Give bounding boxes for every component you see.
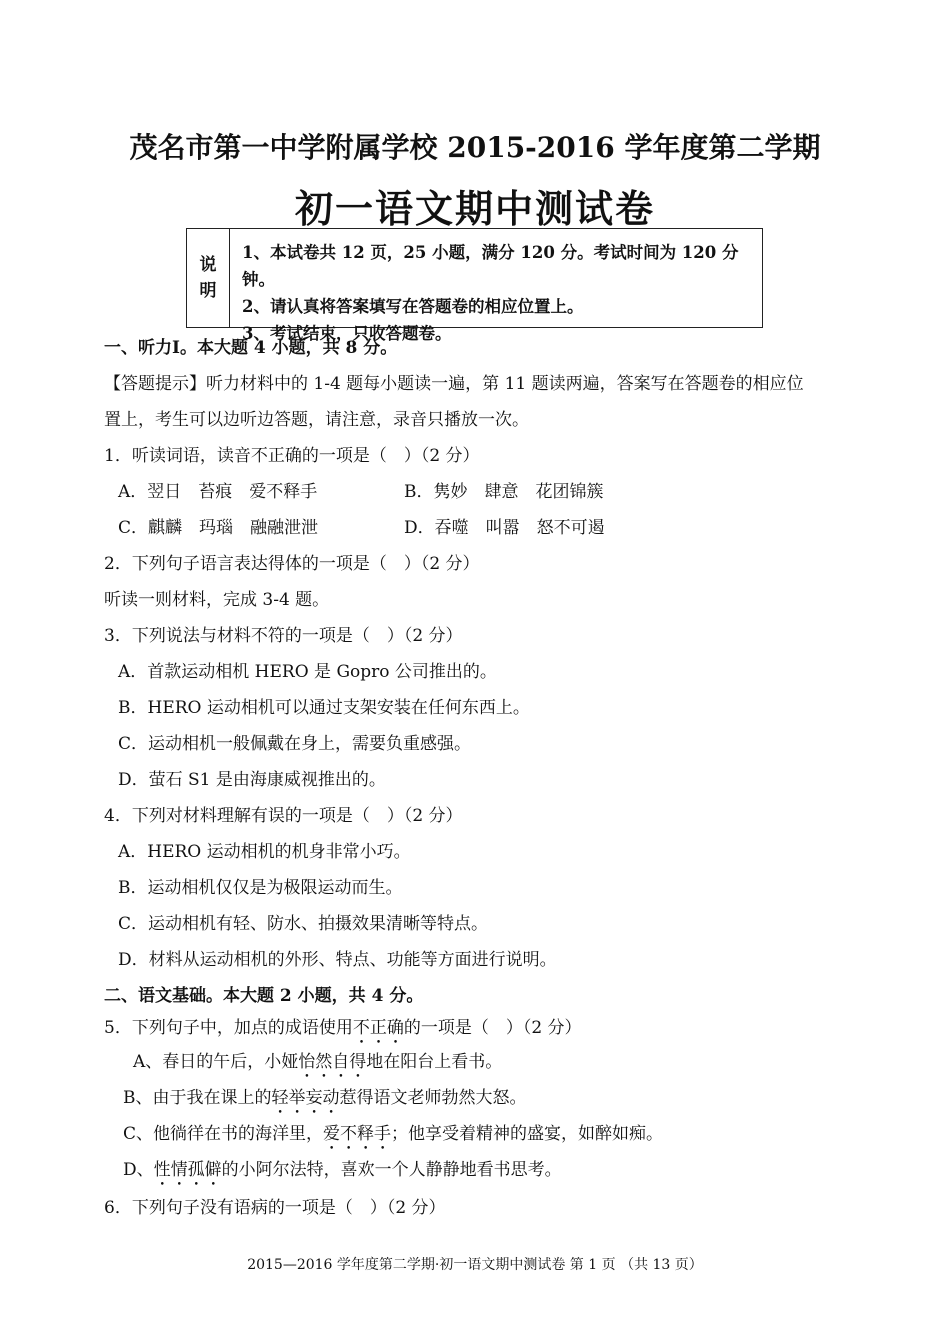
instruction-line-1: 1、本试卷共 12 页，25 小题，满分 120 分。考试时间为 120 分钟。 [242,243,739,289]
q4-option-b: B．运动相机仅仅是为极限运动而生。 [118,878,403,898]
material-note: 听读一则材料，完成 3-4 题。 [104,590,330,610]
instruction-line-3: 3、考试结束，只收答题卷。 [242,324,452,343]
q4-option-d: D．材料从运动相机的外形、特点、功能等方面进行说明。 [118,950,557,970]
q1-option-d: D．吞噬 叫嚣 怒不可遏 [404,518,605,538]
q5-b-pre: B、由于我在课上的 [123,1088,272,1108]
q5-option-a [133,1047,502,1082]
q5-stem-pre: 5．下列句子中，加点的成语使用 [104,1018,353,1038]
q5-stem-post: 的一项是（ ）（2 分） [403,1018,582,1038]
q5-a-dotted: 怡然自得 [298,1052,367,1072]
q1-option-a: A．翌日 苔痕 爱不释手 [118,482,318,502]
instructions-label-char1: 说 [199,255,217,275]
q5-a-post: 地在阳台上看书。 [366,1052,503,1072]
q3-option-d: D．萤石 S1 是由海康威视推出的。 [118,770,386,790]
q6-stem: 6．下列句子没有语病的一项是（ ）（2 分） [104,1198,446,1218]
q5-d-post: 的小阿尔法特，喜欢一个人静静地看书思考。 [221,1160,562,1180]
section1-heading: 一、听力Ⅰ。本大题 4 小题，共 8 分。 [104,338,398,358]
instructions-lines [230,229,762,343]
q5-option-c [123,1119,663,1154]
q5-b-post: 惹得语文老师勃然大怒。 [339,1088,527,1108]
exam-title-line2: 初一语文期中测试卷 [294,186,655,231]
q1-stem: 1．听读词语，读音不正确的一项是（ ）（2 分） [104,446,480,466]
q5-option-d [123,1155,562,1190]
instruction-line-2: 2、请认真将答案填写在答题卷的相应位置上。 [242,297,584,316]
q5-stem [104,1013,582,1048]
q5-d-pre: D、 [123,1160,154,1180]
q5-c-post: ；他享受着精神的盛宴，如醉如痴。 [391,1124,664,1144]
section1-tip-line1: 【答题提示】听力材料中的 1-4 题每小题读一遍，第 11 题读两遍，答案写在答题卷的相应位 [104,374,804,394]
q4-stem: 4．下列对材料理解有误的一项是（ ）（2 分） [104,806,463,826]
q5-c-dotted: 爱不释手 [323,1124,392,1144]
q3-option-c: C．运动相机一般佩戴在身上，需要负重感强。 [118,734,472,754]
q4-option-a: A．HERO 运动相机的机身非常小巧。 [118,842,411,862]
q1-option-c: C．麒麟 玛瑙 融融泄泄 [118,518,319,538]
exam-title-line1: 茂名市第一中学附属学校 2015-2016 学年度第二学期 [129,131,821,164]
section1-tip-line2: 置上，考生可以边听边答题，请注意，录音只播放一次。 [104,410,529,430]
page-footer: 2015—2016 学年度第二学期·初一语文期中测试卷 第 1 页 （共 13 页） [247,1257,703,1273]
q5-option-b [123,1083,527,1118]
instructions-box [186,228,763,343]
q1-option-b: B．隽妙 肆意 花团锦簇 [404,482,604,502]
q5-stem-dotted: 不正确 [352,1018,404,1038]
instructions-label [187,229,230,327]
q5-b-dotted: 轻举妄动 [271,1088,340,1108]
q2-stem: 2．下列句子语言表达得体的一项是（ ）（2 分） [104,554,480,574]
section2-heading: 二、语文基础。本大题 2 小题，共 4 分。 [104,986,424,1006]
q5-c-pre: C、他徜徉在书的海洋里， [123,1124,324,1144]
instructions-label-char2: 明 [199,281,217,301]
q3-stem: 3．下列说法与材料不符的一项是（ ）（2 分） [104,626,463,646]
q3-option-a: A．首款运动相机 HERO 是 Gopro 公司推出的。 [118,662,497,682]
q3-option-b: B．HERO 运动相机可以通过支架安装在任何东西上。 [118,698,530,718]
q5-a-pre: A、春日的午后，小娅 [133,1052,299,1072]
q5-d-dotted: 性情孤僻 [153,1160,222,1180]
q4-option-c: C．运动相机有轻、防水、拍摄效果清晰等特点。 [118,914,489,934]
